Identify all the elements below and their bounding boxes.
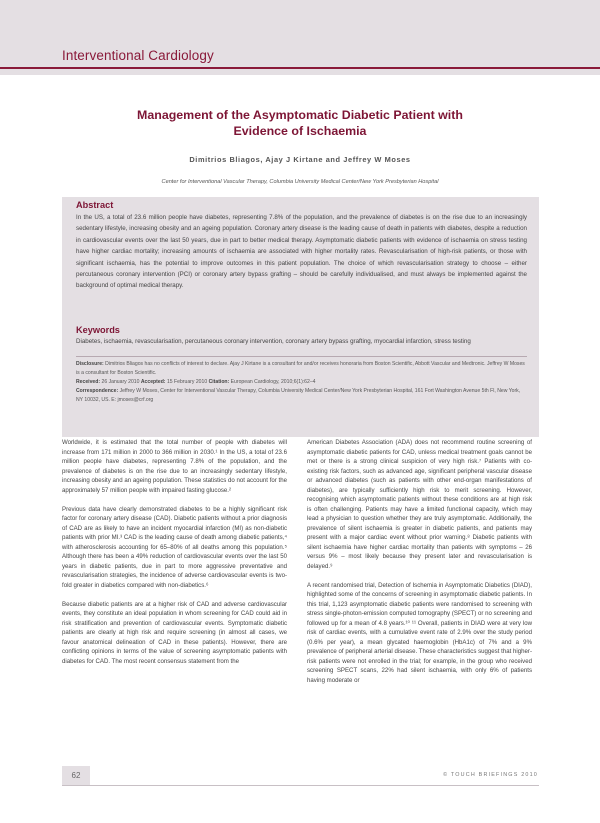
- article-title-line-1: Management of the Asymptomatic Diabetic Patient with: [137, 108, 463, 122]
- notes-divider: [76, 356, 527, 357]
- section-title: Interventional Cardiology: [62, 48, 214, 63]
- body-column-right: [307, 438, 532, 695]
- keywords-text: Diabetes, ischaemia, revascularisation, percutaneous coronary intervention, coronary artery bypass grafting, myocardial infarction, stress testing: [76, 338, 471, 345]
- publisher-copyright: © TOUCH BRIEFINGS 2010: [443, 772, 538, 778]
- accepted-label: Accepted:: [140, 379, 166, 386]
- abstract-text: In the US, a total of 23.6 million people have diabetes, representing 7.8% of the population, and the prevalence of diabetes is on the rise due to an increasingly sedentary lifestyle, increasing obesity and an ageing population. Coronary artery disease is the leading cause of death in patients with diabetes, despite a reduction in cardiovascular events over the last 50 years, due in part to better medical therapy. Asymptomatic diabetic patients with evidence of ischaemia on stress testing have higher cardiac mortality; increasing amounts of ischaemia are associated with higher mortality rates. Revascularisation of high-risk patients, or those with significant ischaemia, has the potential to improve outcomes in this patient population. The choice of which revascularisation strategy to choose – either percutaneous coronary intervention (PCI) or coronary artery bypass grafting – should be carefully individualised, and must always be implemented against the background of optimal medical therapy.: [76, 214, 527, 290]
- article-title: [80, 107, 520, 139]
- body-column-left: [62, 438, 287, 676]
- dates-note: [76, 378, 527, 387]
- citation-label: Citation:: [208, 379, 230, 386]
- page-number: 62: [62, 766, 90, 786]
- abstract-heading: Abstract: [76, 200, 114, 210]
- body-paragraph: Worldwide, it is estimated that the total number of people with diabetes will increase from 171 million in 2000 to 366 million in 2030.¹ In the US, a total of 23.6 million people have diabetes, representing 7.8% of the population, and the prevalence of diabetes is on the rise due to an increasingly sedentary lifestyle, increasing obesity and an ageing population. These statistics do not account for the approximately 57 million people with impaired fasting glucose.²: [62, 439, 287, 494]
- received-date: 26 January 2010: [101, 379, 140, 386]
- footer-divider: [62, 785, 539, 786]
- citation-text: European Cardiology, 2010;6(1):62–4: [230, 379, 316, 386]
- correspondence-label: Correspondence:: [76, 388, 119, 395]
- disclosure-text: Dimitrios Bliagos has no conflicts of interest to declare. Ajay J Kirtane is a consultant for and/or receives honoraria from Boston Scientific, Abbott Vascular and Medtronic. Jeffrey W Moses is a consultant for Boston Scientific.: [76, 361, 525, 377]
- body-paragraph: American Diabetes Association (ADA) does not recommend routine screening of asymptomatic diabetic patients for CAD, unless medical treatment goals cannot be met or there is a strong clinical suspicion of very high risk.⁷ Patients with co-existing risk factors, such as advanced age, significant peripheral vascular disease or advanced diabetes (such as patients with other end-organ manifestations of diabetes), are typically sufficiently high risk to merit screening. However, recognising which asymptomatic patients without these conditions are at high risk is often challenging. Patients may have a limited functional capacity, which may lead a physician to question whether they are truly asymptomatic. Additionally, the prevalence of silent ischaemia is greater in diabetic patients, and patients may present with a major cardiac event without prior warning.⁸ Diabetic patients with silent ischaemia have higher cardiac mortality than patients with symptoms – 26 versus 9% – most likely because they present later and revascularisation is delayed.⁹: [307, 439, 532, 570]
- body-paragraph: A recent randomised trial, Detection of Ischemia in Asymptomatic Diabetics (DIAD), highlighted some of the concerns of screening in asymptomatic diabetic patients. In this trial, 1,123 asymptomatic diabetic patients were randomised to screening with stress single-photon-emission computed tomography (SPECT) or no screening and followed up for a mean of 4.8 years.¹⁰ ¹¹ Overall, patients in DIAD were at very low risk of cardiac events, with a cumulative event rate of 2.9% over the study period (0.6% per year), a mean glycated haemoglobin (HbA1c) of 7% and a 9% prevalence of peripheral arterial disease. These characteristics suggest that higher-risk patients were not enrolled in the trial; for example, in the group who received screening SPECT scans, 22% had silent ischaemia, with only 6% of patients having moderate or: [307, 581, 532, 684]
- article-authors: Dimitrios Bliagos, Ajay J Kirtane and Jeffrey W Moses: [189, 155, 411, 164]
- header-band: [0, 0, 600, 75]
- body-paragraph: Because diabetic patients are at a higher risk of CAD and adverse cardiovascular events, they constitute an ideal population in whom screening for CAD could aid in risk stratification and prevention of cardiovascular events. Symptomatic diabetic patients are clearly at high risk and require screening (in almost all cases, we favour anatomical delineation of CAD in these patients). However, there are conflicting opinions in terms of the value of screening asymptomatic patients with diabetes for CAD. The most recent consensus statement from the: [62, 600, 287, 665]
- received-label: Received:: [76, 379, 101, 386]
- correspondence-note: [76, 387, 527, 405]
- correspondence-text: Jeffrey W Moses, Center for Interventional Vascular Therapy, Columbia University Medical Center/New York Presbyterian Hospital, 161 Fort Washington Avenue 5th Fl, New York, NY 10032, US. E: jmoses@crf.org: [76, 388, 521, 404]
- body-paragraph: Previous data have clearly demonstrated diabetes to be a highly significant risk factor for coronary artery disease (CAD). Diabetic patients without a prior diagnosis of CAD are as likely to have an incident myocardial infarction (MI) as non-diabetic patients with prior MI.³ CAD is the leading cause of death among diabetic patients,⁴ with atherosclerosis accounting for 65–80% of all deaths among this population.⁵ Although there has been a 49% reduction of cardiovascular events over the last 50 years in diabetic patients, due in part to more aggressive preventative and revascularisation strategies, the incidence of adverse cardiovascular events is two-fold greater in diabetics compared with non-diabetics.⁶: [62, 505, 287, 589]
- article-title-line-2: Evidence of Ischaemia: [233, 124, 367, 138]
- header-divider: [0, 67, 600, 69]
- disclosure-label: Disclosure:: [76, 361, 104, 367]
- accepted-date: 15 February 2010: [166, 379, 208, 386]
- keywords-heading: Keywords: [76, 325, 120, 335]
- article-affiliation: Center for Interventional Vascular Therapy, Columbia University Medical Center/New York Presbyterian Hospital: [161, 179, 439, 185]
- disclosure-note: [76, 360, 527, 378]
- article-notes: [76, 360, 527, 405]
